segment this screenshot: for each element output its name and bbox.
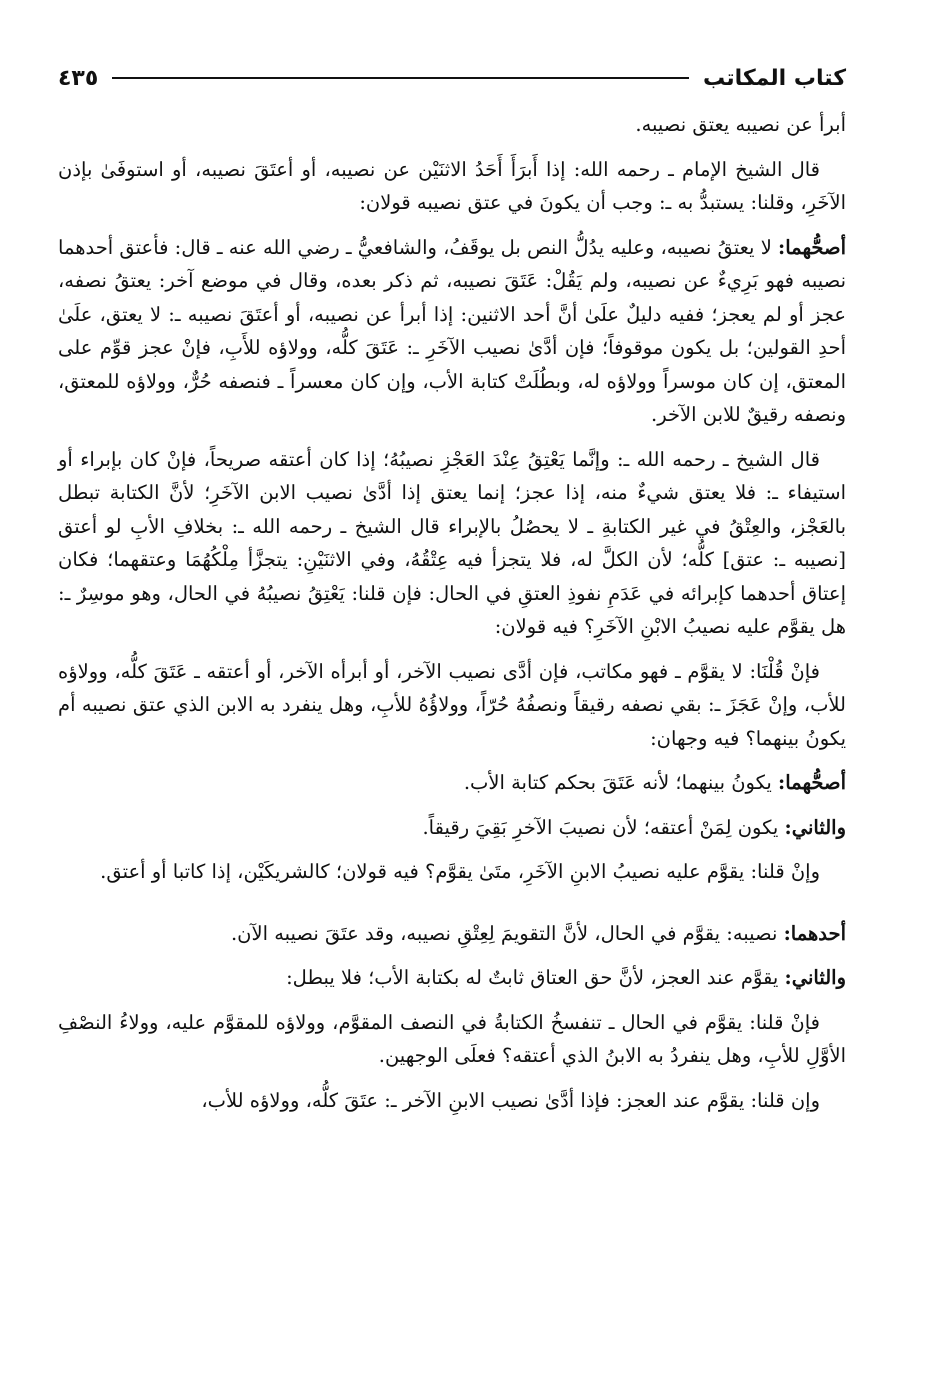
paragraph xyxy=(58,811,846,845)
paragraph-lead: أصحُّهما: xyxy=(778,235,846,259)
chapter-title: كتاب المكاتب xyxy=(703,65,846,91)
paragraph-text: قال الشيخ الإمام ـ رحمه الله: إذا أَبرَأَ أَحَدُ الاثنَيْن عن نصيبه، أو أعتَقَ نصيبه، أو استوفَىٰ بإذن الآخَرِ، وقلنا: يستبدُّ به ـ: وجب أن يكونَ في عتق نصيبه قولان: xyxy=(58,157,846,214)
paragraph-text: فإنْ قلنا: يقوَّم في الحال ـ تنفسخُ الكتابةُ في النصف المقوَّم، وولاؤه للمقوَّم عليه، وولاءُ النصْفِ الأوَّلِ للأبِ، وهل ينفردُ به الابنُ الذي أعتقه؟ فعلَى الوجهين. xyxy=(58,1010,846,1067)
paragraph xyxy=(58,961,846,995)
paragraph-lead: أحدهما: xyxy=(783,921,846,945)
running-header xyxy=(58,58,846,98)
paragraph xyxy=(58,1084,846,1118)
paragraph xyxy=(58,766,846,800)
paragraph-text: يقوَّم عند العجز، لأنَّ حق العتاق ثابتٌ له بكتابة الأب؛ فلا يبطل: xyxy=(286,966,785,989)
paragraph-text: لا يعتقُ نصيبه، وعليه يدُلُّ النص بل يوقَفُ، والشافعيُّ ـ رضي الله عنه ـ قال: فأعتق أحدهما نصيبه فهو بَرِيءٌ عن نصيبه، ولم يَقُلْ: عَتَقَ نصيبه، ثم ذكر بعده، وقال في موضع آخر: يعتقُ نصفه، عجز أو لم يعجز؛ ففيه دليلٌ علَىٰ أنَّ أحد الاثنين: إذا أبرأ عن نصيبه، أو أعتَقَ نصيبه ـ: لا يعتق، علَىٰ أحدِ القولين؛ بل يكون موقوفاً؛ فإن أدَّىٰ نصيب الآخَرِ ـ: عَتَقَ كلُّه، وولاؤه للأَبِ، فإنْ عجز قوِّم على المعتق، إن كان موسراً وولاؤه له، وبطُلَتْ كتابة الأب، وإن كان معسراً ـ فنصفه حُرٌّ، وولاؤه للمعتق، ونصفه رقيقٌ للابن الآخر. xyxy=(58,235,846,426)
body-text xyxy=(58,108,846,1117)
paragraph-lead: والثاني: xyxy=(784,815,846,839)
paragraph xyxy=(58,855,846,889)
page-number: ٤٣٥ xyxy=(58,65,99,91)
paragraph-lead: أصحُّهما: xyxy=(778,771,846,794)
paragraph xyxy=(58,231,846,432)
paragraph-text: وإنْ قلنا: يقوَّم عليه نصيبُ الابنِ الآخَرِ، متَىٰ يقوَّم؟ فيه قولان؛ كالشريكَيْن، إذا كاتبا أو أعتق. xyxy=(100,860,820,883)
paragraph xyxy=(58,917,846,951)
paragraph-lead: والثاني: xyxy=(784,966,846,989)
paragraph-text: نصيبه: يقوَّم في الحال، لأنَّ التقويمَ لِعِتْقِ نصيبه، وقد عتَقَ نصيبه الآن. xyxy=(230,921,784,945)
paragraph-text: وإن قلنا: يقوَّم عند العجز: فإذا أدَّىٰ نصيب الابنِ الآخر ـ: عتَقَ كلُّه، وولاؤه للأب، xyxy=(201,1088,820,1112)
book-page xyxy=(58,58,846,1128)
paragraph xyxy=(58,108,846,142)
paragraph-text: يكونُ بينهما؛ لأنه عَتَقَ بحكم كتابة الأب. xyxy=(463,771,779,794)
paragraph-text: يكون لِمَنْ أعتقه؛ لأن نصيبَ الآخرِ بَقِيَ رقيقاً. xyxy=(422,815,785,839)
paragraph xyxy=(58,153,846,220)
paragraph-text: قال الشيخ ـ رحمه الله ـ: وإنَّما يَعْتِقُ عِنْدَ العَجْزِ نصيبُهُ؛ إذا كان أعتقه صريحاً، فإنْ كان بإبراء أو استيفاء ـ: فلا يعتق شيءٌ منه، إذا عجز؛ إنما يعتق إذا أدَّىٰ نصيب الابن الآخَرِ؛ لأنَّ الكتابة تبطل بالعَجْز، والعِتْقُ في غير الكتابةِ ـ لا يحصُلُ بالإبراء قال الشيخ ـ رحمه الله ـ: بخلافِ الأبِ لو أعتق [نصيبه ـ: عتق] كلُّه؛ لأن الكلَّ له، فلا يتجزأ فيه عِتْقُهُ، وفي الاثنَيْنِ: يتجزَّأ مِلْكُهُمَا وعتقهما؛ فكان إعتاق أحدهما كإبرائه في عَدَمِ نفوذِ العتقِ في الحال: فإن قلنا: يَعْتِقُ نصيبُهُ في الحال، وهو موسِرٌ ـ: هل يقوَّم عليه نصيبُ الابْنِ الآخَرِ؟ فيه قولان: xyxy=(58,447,847,638)
paragraph xyxy=(58,655,846,756)
paragraph-text: أبرأ عن نصيبه يعتق نصيبه. xyxy=(635,113,846,136)
paragraph-text: فإنْ قُلْنَا: لا يقوَّم ـ فهو مكاتب، فإن أدَّى نصيب الآخر، أو أبرأه الآخر، أو أعتقه ـ عَتَقَ كلُّه، وولاؤه للأب، وإنْ عَجَزَ ـ: بقي نصفه رقيقاً ونصفُهُ حُرّاً، وولاؤُهُ للأبِ، وهل ينفرد به الابن الذي عتق نصيبه أم يكونُ بينهما؟ فيه وجهان: xyxy=(58,659,846,750)
paragraph xyxy=(58,443,846,644)
header-rule xyxy=(112,77,689,79)
paragraph xyxy=(58,1006,846,1073)
